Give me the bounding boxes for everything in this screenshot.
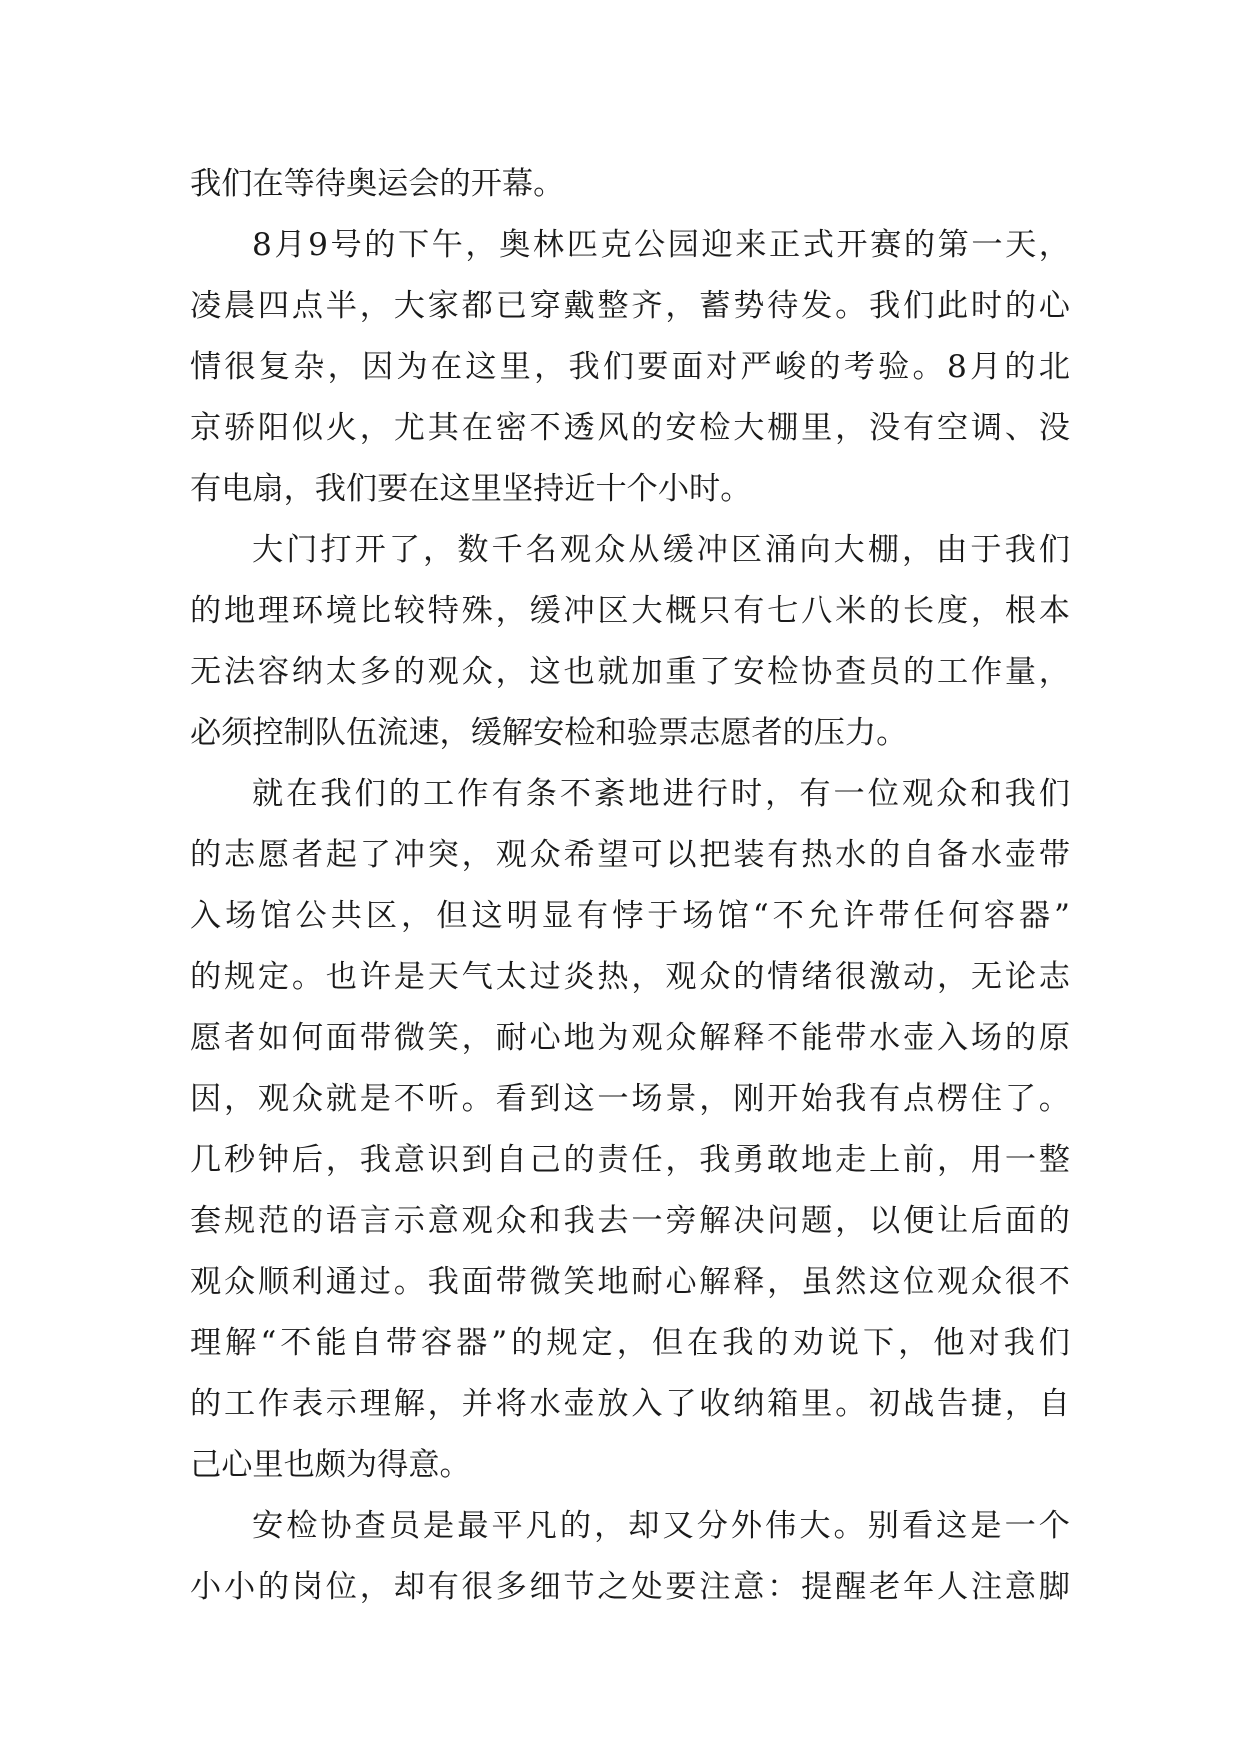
text-line: 大门打开了，数千名观众从缓冲区涌向大棚，由于我们 (252, 532, 1070, 568)
text-line: 愿者如何面带微笑，耐心地为观众解释不能带水壶入场的原 (190, 1020, 1070, 1056)
text-line: 套规范的语言示意观众和我去一旁解决问题，以便让后面的 (190, 1203, 1070, 1239)
text-line: 情很复杂，因为在这里，我们要面对严峻的考验。8月的北 (190, 349, 1070, 385)
text-line: 小小的岗位，却有很多细节之处要注意：提醒老年人注意脚 (190, 1569, 1070, 1605)
text-line: 观众顺利通过。我面带微笑地耐心解释，虽然这位观众很不 (190, 1264, 1070, 1300)
text-line: 京骄阳似火，尤其在密不透风的安检大棚里，没有空调、没 (190, 410, 1070, 446)
text-line: 的地理环境比较特殊，缓冲区大概只有七八米的长度，根本 (190, 593, 1070, 629)
text-line: 己心里也颇为得意。 (190, 1447, 471, 1483)
text-line: 有电扇，我们要在这里坚持近十个小时。 (190, 471, 752, 507)
text-line: 几秒钟后，我意识到自己的责任，我勇敢地走上前，用一整 (190, 1142, 1070, 1178)
text-line: 凌晨四点半，大家都已穿戴整齐，蓄势待发。我们此时的心 (190, 288, 1070, 324)
text-line: 入场馆公共区，但这明显有悖于场馆“不允许带任何容器” (190, 898, 1070, 934)
document-body (190, 154, 1070, 1618)
text-line: 因，观众就是不听。看到这一场景，刚开始我有点楞住了。 (190, 1081, 1070, 1117)
text-line: 必须控制队伍流速，缓解安检和验票志愿者的压力。 (190, 715, 908, 751)
text-line: 的志愿者起了冲突，观众希望可以把装有热水的自备水壶带 (190, 837, 1070, 873)
text-line: 无法容纳太多的观众，这也就加重了安检协查员的工作量， (190, 654, 1070, 690)
text-line: 的规定。也许是天气太过炎热，观众的情绪很激动，无论志 (190, 959, 1070, 995)
text-line: 理解“不能自带容器”的规定，但在我的劝说下，他对我们 (190, 1325, 1070, 1361)
text-line: 8月9号的下午，奥林匹克公园迎来正式开赛的第一天， (252, 227, 1070, 263)
text-line: 就在我们的工作有条不紊地进行时，有一位观众和我们 (252, 776, 1070, 812)
text-line: 的工作表示理解，并将水壶放入了收纳箱里。初战告捷，自 (190, 1386, 1070, 1422)
text-line: 我们在等待奥运会的开幕。 (190, 166, 565, 202)
text-line: 安检协查员是最平凡的，却又分外伟大。别看这是一个 (252, 1508, 1070, 1544)
